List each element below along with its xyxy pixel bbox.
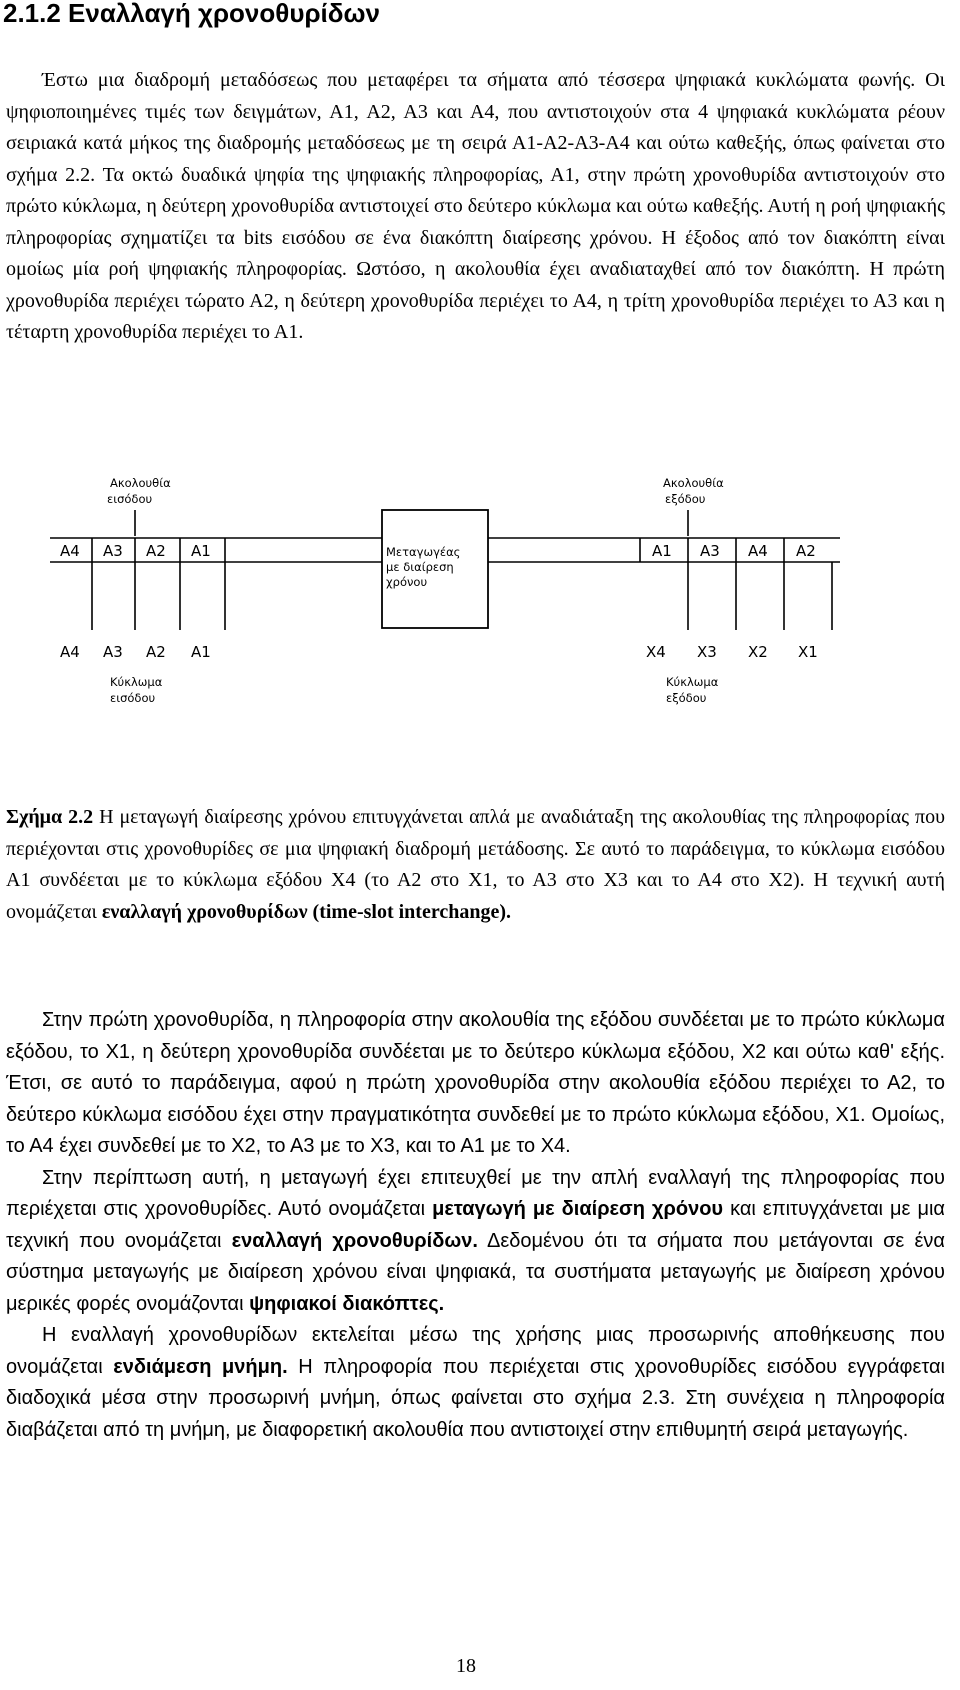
caption-text: Η μεταγωγή διαίρεσης χρόνου επιτυγχάνεται απλά με αναδιάταξη της ακολουθίας της πληροφορίας που περιέχονται στις χρονοθυρίδες σε μια ψηφιακή διαδρομή μετάδοσης. Σε αυτό το παράδειγμα, το κύκλωμα εισόδου Α1 συνδέεται με το κύκλωμα εξόδου Χ4 (το Α2 στο Χ1, το Α3 στο Χ3 και το Α4 στο Χ2). Η τεχνική αυτή ονομάζεται (6, 806, 946, 923)
input-circuit: A1 (191, 643, 211, 661)
paragraph-output-connection (6, 1005, 945, 1163)
body-text (6, 1005, 945, 1446)
input-circuit: A4 (60, 643, 80, 661)
output-sequence-label-line2: εξόδου (665, 492, 706, 506)
para3-text-3: Δεδομένου ότι τα σήματα που μετάγονται σε ένα σύστημα μεταγωγής με διαίρεση χρόνου είναι ψηφιακά, τα συστήματα μεταγωγής με διαίρεση χρόνου μερικές φορές ονομάζονται (6, 1229, 945, 1315)
output-circuit: X3 (697, 643, 717, 661)
switch-label-line3: χρόνου (386, 575, 428, 589)
para3-text-1: Στην περίπτωση αυτή, η μεταγωγή έχει επιτευχθεί με την απλή εναλλαγή της πληροφορίας που περιέχεται στις χρονοθυρίδες. Αυτό ονομάζεται (6, 1166, 945, 1220)
input-slot: A4 (60, 542, 80, 560)
input-slot: A2 (146, 542, 166, 560)
output-circuit-label-line1: Κύκλωμα (666, 675, 719, 689)
para3-text-2: και επιτυγχάνεται με μια τεχνική που ονομάζεται (6, 1198, 945, 1252)
output-circuit: X2 (748, 643, 768, 661)
output-slot: A4 (748, 542, 768, 560)
switch-label-line1: Μεταγωγέας (386, 545, 461, 559)
input-circuit: A3 (103, 643, 123, 661)
paragraph-time-division-switching (6, 1163, 945, 1321)
input-sequence-label-line1: Ακολουθία (110, 476, 171, 490)
output-circuit: X4 (646, 643, 666, 661)
output-sequence-label-line1: Ακολουθία (663, 476, 724, 490)
intro-paragraph-text: Έστω μια διαδρομή μεταδόσεως που μεταφέρει τα σήματα από τέσσερα ψηφιακά κυκλώματα φωνής. Οι ψηφιοποιημένες τιμές των δειγμάτων, Α1, Α2, Α3 και Α4, που αντιστοιχούν στα 4 ψηφιακά κυκλώματα ρέουν σειριακά κατά μήκος της διαδρομής μεταδόσεως με τη σειρά Α1-Α2-Α3-Α4 και ούτω καθεξής, όπως φαίνεται στο σχήμα 2.2. Τα οκτώ δυαδικά ψηφία της ψηφιακής πληροφορίας, Α1, στην πρώτη χρονοθυρίδα αντιστοιχούν στο πρώτο κύκλωμα, η δεύτερη χρονοθυρίδα αντιστοιχεί στο δεύτερο κύκλωμα και ούτω καθεξής. Αυτή η ροή ψηφιακής πληροφορίας σχηματίζει τα bits εισόδου σε ένα διακόπτη διαίρεσης χρόνου. Η έξοδος από τον διακόπτη είναι ομοίως μία ροή ψηφιακής πληροφορίας. Ωστόσο, η ακολουθία έχει αναδιαταχθεί από τον διακόπτη. Η πρώτη χρονοθυρίδα περιέχει τώρατο Α2, η δεύτερη χρονοθυρίδα περιέχει το Α4, η τρίτη χρονοθυρίδα περιέχει το Α3 και η τέταρτη χρονοθυρίδα περιέχει το Α1. (6, 69, 945, 343)
output-slot: A1 (652, 542, 672, 560)
paragraph-output-connection-text: Στην πρώτη χρονοθυρίδα, η πληροφορία στην ακολουθία της εξόδου συνδέεται με το πρώτο κύκλωμα εξόδου, το Χ1, η δεύτερη χρονοθυρίδα συνδέεται με το δεύτερο κύκλωμα εξόδου, Χ2 και ούτω καθ' εξής. Έτσι, σε αυτό το παράδειγμα, αφού η πρώτη χρονοθυρίδα στην ακολουθία εξόδου περιέχει το Α2, το δεύτερο κύκλωμα εισόδου έχει στην πραγματικότητα συνδεθεί με το πρώτο κύκλωμα εξόδου, Χ1. Ομοίως, το Α4 έχει συνδεθεί με το Χ2, το Α3 με το Χ3, και το Α1 με το Χ4. (6, 1009, 945, 1157)
output-circuit-label-line2: εξόδου (666, 691, 707, 705)
paragraph-buffer-memory (6, 1320, 945, 1446)
page-number: 18 (456, 1655, 476, 1677)
para3-bold-3: ψηφιακοί διακόπτες. (249, 1292, 445, 1315)
para4-bold-1: ενδιάμεση μνήμη. (113, 1355, 288, 1378)
switch-label-line2: με διαίρεση (386, 560, 454, 574)
input-circuit: A2 (146, 643, 166, 661)
para4-text-2: Η πληροφορία που περιέχεται στις χρονοθυρίδες εισόδου εγγράφεται διαδοχικά μέσα στην προσωρινή μνήμη, όπως φαίνεται στο σχήμα 2.3. Στη συνέχεια η πληροφορία διαβάζεται από τη μνήμη, με διαφορετική ακολουθία που αντιστοιχεί στην επιθυμητή σειρά μεταγωγής. (6, 1355, 945, 1441)
output-slot: A3 (700, 542, 720, 560)
input-slot: A1 (191, 542, 211, 560)
caption-label: Σχήμα 2.2 (6, 806, 94, 828)
figure-time-slot-interchange (0, 470, 960, 800)
para3-bold-2: εναλλαγή χρονοθυρίδων. (231, 1229, 478, 1252)
para3-bold-1: μεταγωγή με διαίρεση χρόνου (432, 1198, 724, 1220)
output-circuit: X1 (798, 643, 818, 661)
figure-diagram (0, 470, 960, 800)
caption-bold-term: εναλλαγή χρονοθυρίδων (time-slot interchange). (101, 900, 511, 923)
input-slot: A3 (103, 542, 123, 560)
section-heading: 2.1.2 Εναλλαγή χρονοθυρίδων (3, 0, 380, 28)
output-slot: A2 (796, 542, 816, 560)
intro-paragraph (6, 65, 945, 349)
figure-caption (6, 802, 945, 928)
input-circuit-label-line2: εισόδου (110, 691, 156, 705)
input-sequence-label-line2: εισόδου (107, 492, 153, 506)
input-circuit-label-line1: Κύκλωμα (110, 675, 163, 689)
para4-text-1: Η εναλλαγή χρονοθυρίδων εκτελείται μέσω της χρήσης μιας προσωρινής αποθήκευσης που ονομάζεται (6, 1324, 945, 1378)
